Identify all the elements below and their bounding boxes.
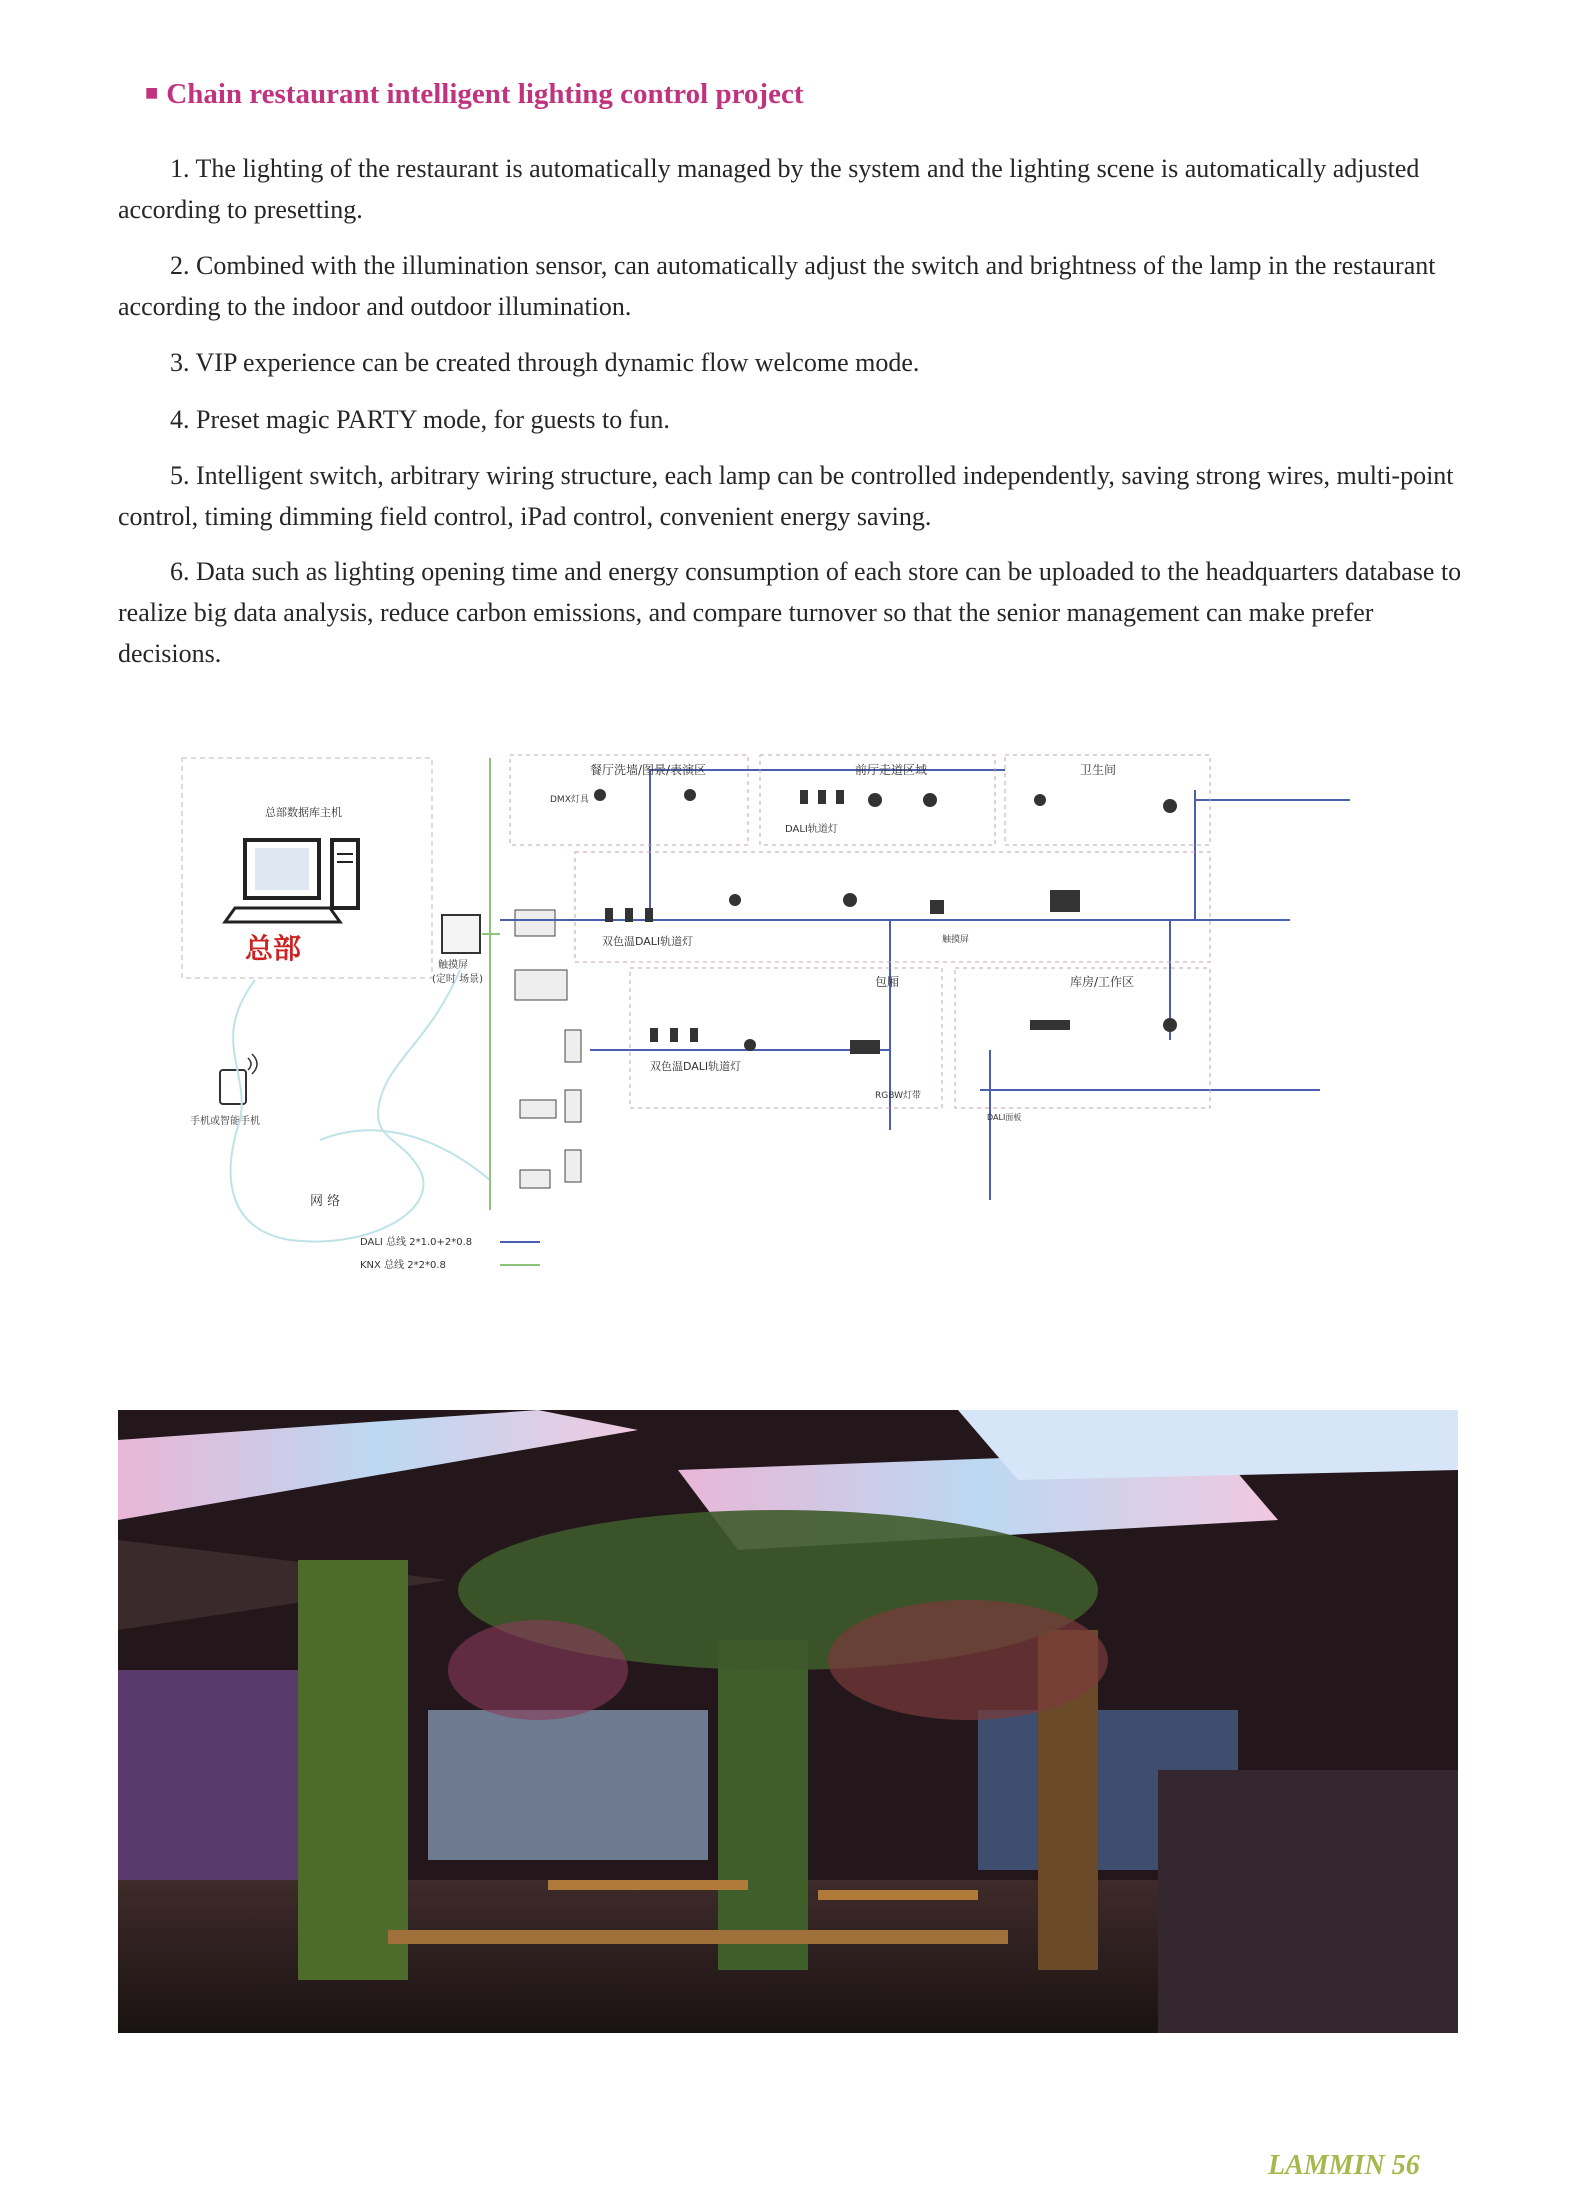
- zone-private-label: 包厢: [875, 975, 900, 989]
- section-title-text: Chain restaurant intelligent lighting control project: [166, 78, 804, 110]
- network-cloud: [231, 970, 460, 1242]
- dmx-lamp-label: DMX灯具: [550, 795, 589, 805]
- rgbw-label: RGBW灯带: [875, 1091, 921, 1101]
- dali-panel-label: DALI面板: [987, 1113, 1022, 1122]
- square-bullet-icon: ■: [145, 80, 159, 105]
- restaurant-photo-illustration: [118, 1410, 1458, 2033]
- computer-icon: [225, 840, 358, 922]
- phone-label: 手机或智能手机: [190, 1116, 260, 1127]
- zone-toilet-label: 卫生间: [1080, 763, 1117, 777]
- gateway-icon: [515, 910, 555, 936]
- paragraph-1: 1. The lighting of the restaurant is automatically managed by the system and the lighting scene is automatically adjusted according to presetting.: [118, 154, 1420, 224]
- paragraph-3: 3. VIP experience can be created through dynamic flow welcome mode.: [170, 348, 920, 377]
- zone-feature-label: 餐厅洗墙/图景/表演区: [590, 763, 707, 777]
- touch-screen-icon: [442, 915, 480, 953]
- section-title: [145, 78, 803, 111]
- zone-front-label: 前厅走道区域: [855, 763, 928, 777]
- track-light-icons: [594, 789, 1177, 1054]
- paragraph-2: 2. Combined with the illumination sensor, can automatically adjust the switch and brightness of the lamp in the restaurant according to the indoor and outdoor illumination.: [118, 251, 1436, 321]
- paragraph-5: 5. Intelligent switch, arbitrary wiring structure, each lamp can be controlled independently, saving strong wires, multi-point control, timing dimming field control, iPad control, convenient energy saving.: [118, 461, 1454, 531]
- app-gateway-icon: [515, 970, 567, 1000]
- lighting-system-diagram: [170, 740, 1410, 1300]
- zone-storage-box: [955, 968, 1210, 1108]
- touch-screen-label: 触摸屏: [438, 960, 468, 971]
- paragraph-4: 4. Preset magic PARTY mode, for guests to fun.: [170, 405, 670, 434]
- restaurant-photo: [118, 1410, 1458, 2033]
- dual-track-label: 双色温DALI轨道灯: [602, 935, 694, 948]
- zone-storage-label: 库房/工作区: [1070, 975, 1135, 989]
- hq-server-label: 总部数据库主机: [265, 806, 342, 819]
- paragraph-6: 6. Data such as lighting opening time and energy consumption of each store can be uploaded to the headquarters database to realize big data analysis, reduce carbon emissions, and compare turnover so that the senior management can make prefer decisions.: [118, 557, 1462, 668]
- legend-dali-label: DALI 总线 2*1.0+2*0.8: [360, 1237, 473, 1248]
- touch-screen-sublabel: (定时 场景): [432, 974, 483, 985]
- page-footer: LAMMIN 56: [1268, 2150, 1420, 2181]
- dali-track-label: DALI轨道灯: [785, 824, 838, 835]
- legend-knx-label: KNX 总线 2*2*0.8: [360, 1260, 446, 1271]
- network-label: 网 络: [310, 1194, 341, 1209]
- dual-track-label-2: 双色温DALI轨道灯: [650, 1060, 742, 1073]
- touch-panel-label: 触摸屏: [942, 935, 970, 945]
- hq-label: 总部: [245, 932, 302, 965]
